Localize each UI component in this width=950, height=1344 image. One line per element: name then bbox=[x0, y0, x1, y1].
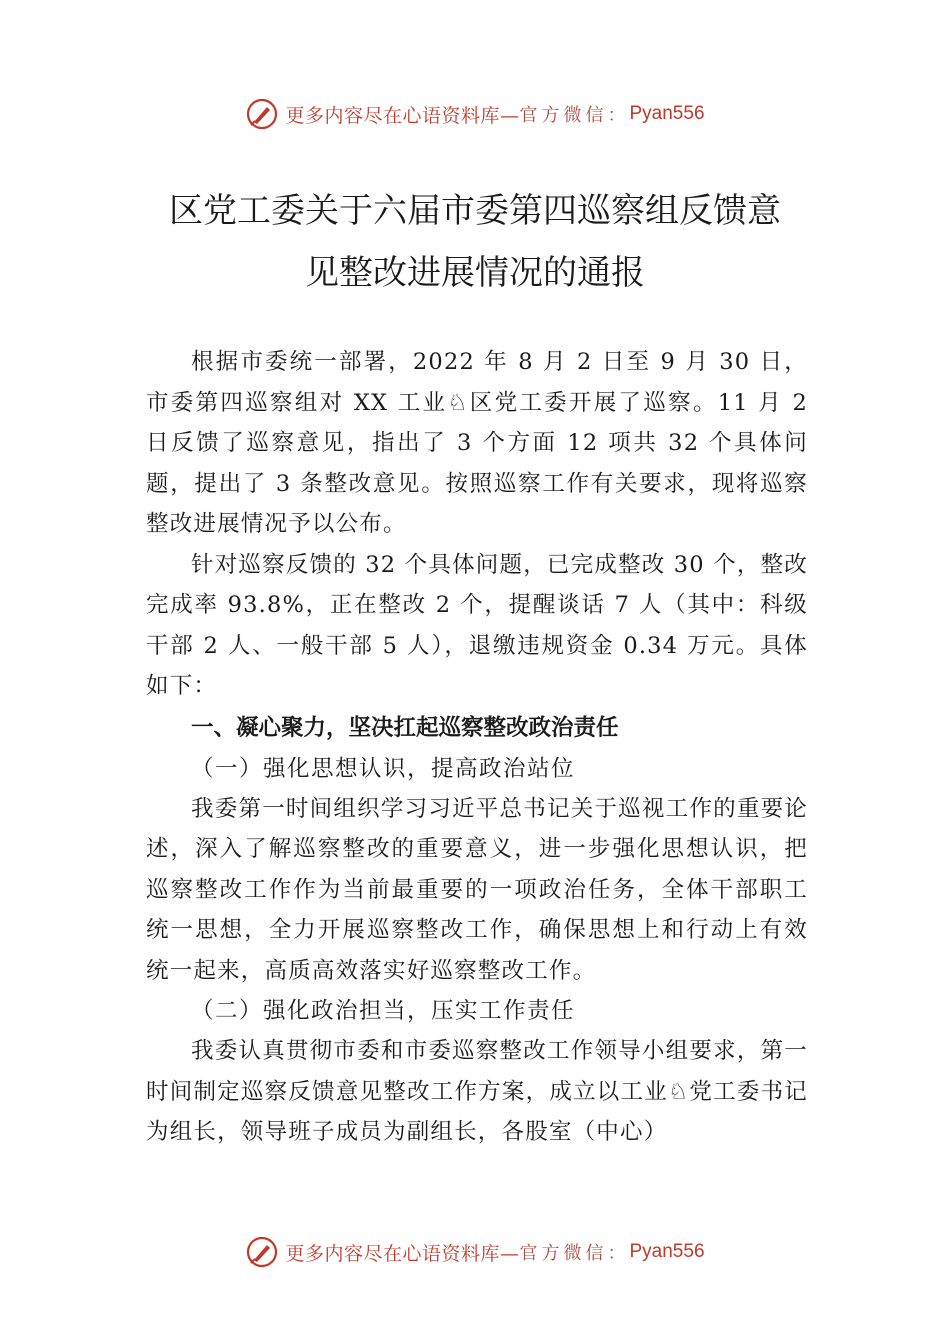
subsection-heading-1: （一）强化思想认识，提高政治站位 bbox=[191, 755, 576, 782]
subsection-heading-2: （二）强化政治担当，压实工作责任 bbox=[191, 998, 576, 1024]
pen-logo-icon bbox=[245, 97, 279, 131]
banner-text: 更多内容尽在心语资料库— bbox=[285, 104, 520, 127]
banner-wechat-label: 官方微信： bbox=[519, 105, 630, 126]
paragraph-intro: 根据市委统一部署，2022 年 8 月 2 日至 9 月 30 日，市委第四巡察组对 XX 工业♘区党工委开展了巡察。11 月 2 日反馈了巡察意见，指出了 3 个方面 12 项共 32 个具体问题，提出了 3 条整改意见。按照巡察工作有关要求，现将巡察整改进展情况予以公布。 bbox=[146, 349, 808, 537]
banner-wechat-id: Pyan556 bbox=[629, 103, 705, 124]
title-line-2: 见整改进展情况的通报 bbox=[305, 253, 645, 293]
paragraph-summary: 针对巡察反馈的 32 个具体问题，已完成整改 30 个，整改完成率 93.8%，正在整改 2 个，提醒谈话 7 人（其中：科级干部 2 人、一般干部 5 人），退缴违规资金 0.34 万元。具体如下： bbox=[146, 551, 808, 699]
footer-banner bbox=[0, 1232, 950, 1272]
document-body bbox=[146, 342, 808, 1153]
pen-logo-icon bbox=[245, 1235, 279, 1269]
paragraph-study: 我委第一时间组织学习习近平总书记关于巡视工作的重要论述，深入了解巡察整改的重要意义，进一步强化思想认识，把巡察整改工作作为当前最重要的一项政治任务，全体干部职工统一思想，全力开展巡察整改工作，确保思想上和行动上有效统一起来，高质高效落实好巡察整改工作。 bbox=[146, 795, 808, 984]
banner-wechat-label: 官方微信： bbox=[519, 1243, 630, 1264]
banner-text: 更多内容尽在心语资料库— bbox=[285, 1242, 520, 1265]
banner-wechat-id: Pyan556 bbox=[629, 1241, 705, 1262]
section-heading-1: 一、凝心聚力，坚决扛起巡察整改政治责任 bbox=[191, 714, 619, 741]
document-title bbox=[120, 180, 830, 304]
header-banner bbox=[0, 94, 950, 134]
paragraph-responsibility: 我委认真贯彻市委和市委巡察整改工作领导小组要求，第一时间制定巡察反馈意见整改工作方案，成立以工业♘党工委书记为组长，领导班子成员为副组长，各股室（中心） bbox=[146, 1038, 808, 1145]
title-line-1: 区党工委关于六届市委第四巡察组反馈意 bbox=[169, 191, 781, 231]
